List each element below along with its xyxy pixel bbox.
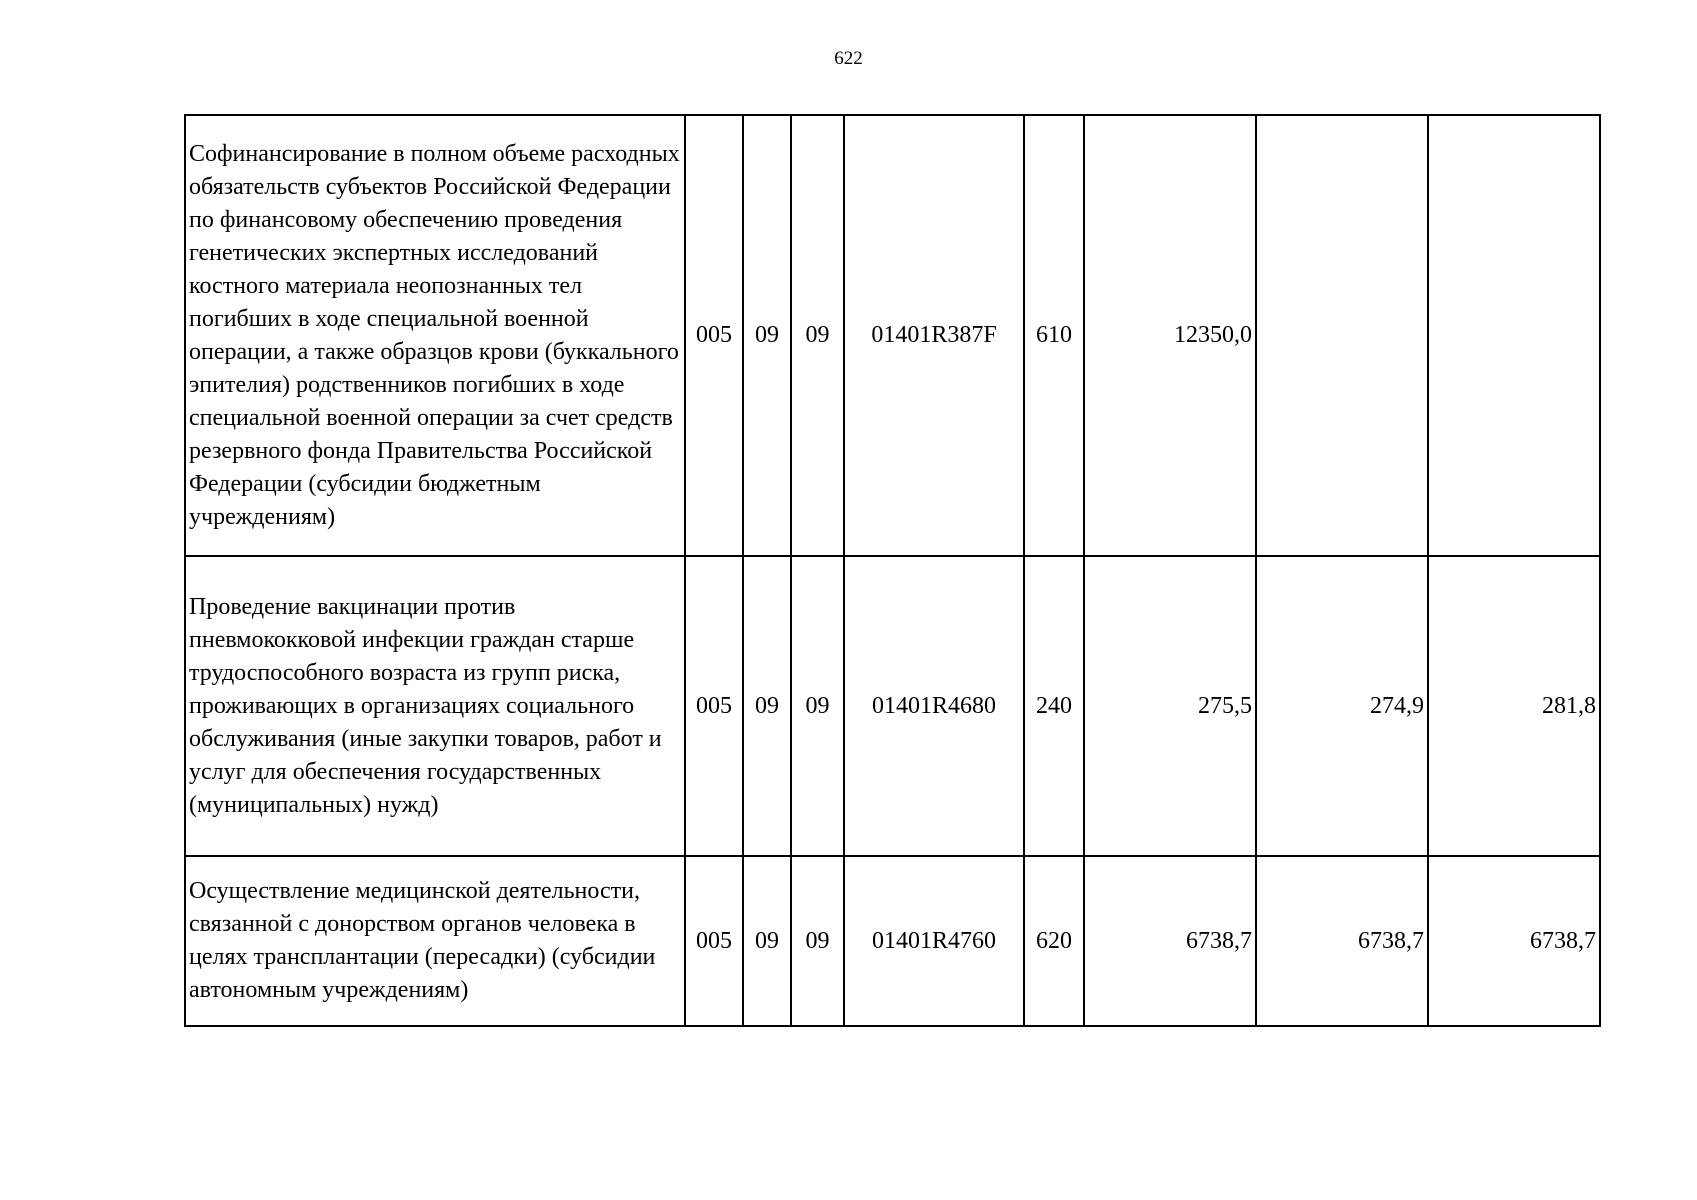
ministry-code-cell: 005 <box>685 856 743 1026</box>
expense-name-cell: Софинансирование в полном объеме расходных обязательств субъектов Российской Федерации по финансовому обеспечению проведения генетических экспертных исследований костного материала неопознанных тел погибших в ходе специальной военной операции, а также образцов крови (буккального эпителия) родственников погибших в ходе специальной военной операции за счет средств резервного фонда Правительства Российской Федерации (субсидии бюджетным учреждениям) <box>185 115 685 556</box>
amount-1-cell: 275,5 <box>1084 556 1256 856</box>
expense-type-cell: 610 <box>1024 115 1084 556</box>
subsection-code-cell: 09 <box>791 556 844 856</box>
target-article-cell: 01401R4760 <box>844 856 1024 1026</box>
section-code-cell: 09 <box>743 115 791 556</box>
amount-2-cell <box>1256 115 1428 556</box>
table-row <box>185 556 1600 856</box>
section-code-cell: 09 <box>743 556 791 856</box>
subsection-code-cell: 09 <box>791 115 844 556</box>
amount-2-cell: 274,9 <box>1256 556 1428 856</box>
target-article-cell: 01401R4680 <box>844 556 1024 856</box>
expense-name-cell: Проведение вакцинации против пневмококковой инфекции граждан старше трудоспособного возраста из групп риска, проживающих в организациях социального обслуживания (иные закупки товаров, работ и услуг для обеспечения государственных (муниципальных) нужд) <box>185 556 685 856</box>
amount-3-cell: 281,8 <box>1428 556 1600 856</box>
budget-table <box>184 114 1601 1027</box>
table-row <box>185 856 1600 1026</box>
table-row <box>185 115 1600 556</box>
amount-1-cell: 12350,0 <box>1084 115 1256 556</box>
expense-type-cell: 240 <box>1024 556 1084 856</box>
section-code-cell: 09 <box>743 856 791 1026</box>
subsection-code-cell: 09 <box>791 856 844 1026</box>
amount-2-cell: 6738,7 <box>1256 856 1428 1026</box>
target-article-cell: 01401R387F <box>844 115 1024 556</box>
expense-name-cell: Осуществление медицинской деятельности, связанной с донорством органов человека в целях трансплантации (пересадки) (субсидии автономным учреждениям) <box>185 856 685 1026</box>
amount-3-cell <box>1428 115 1600 556</box>
ministry-code-cell: 005 <box>685 556 743 856</box>
amount-3-cell: 6738,7 <box>1428 856 1600 1026</box>
expense-type-cell: 620 <box>1024 856 1084 1026</box>
page-number: 622 <box>834 48 863 69</box>
amount-1-cell: 6738,7 <box>1084 856 1256 1026</box>
ministry-code-cell: 005 <box>685 115 743 556</box>
